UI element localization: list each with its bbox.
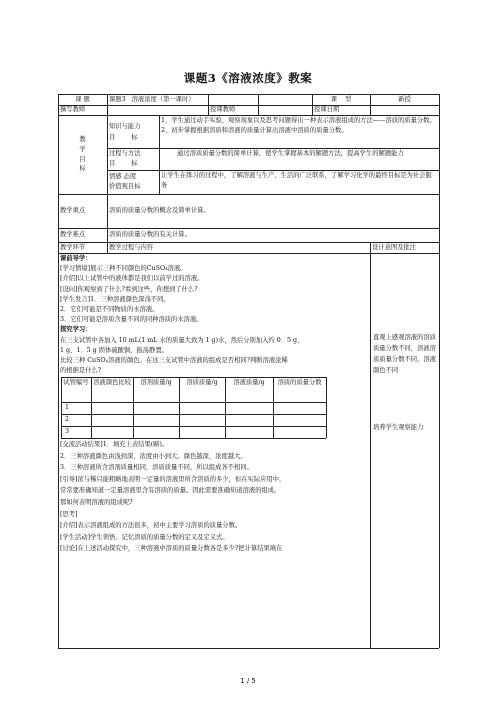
key-points-label: 教学重点 xyxy=(60,207,86,215)
table-cell xyxy=(91,414,133,426)
table-rule xyxy=(225,377,226,438)
table-cell: 3 xyxy=(65,428,70,435)
intent-note-2: 培养学生观察能力 xyxy=(373,424,424,431)
experiment-table xyxy=(61,377,326,438)
table-cell xyxy=(179,426,225,438)
table-cell xyxy=(273,402,326,414)
table-cell xyxy=(225,414,273,426)
table-rule xyxy=(179,377,180,438)
table-header-cell: 溶液颜色比较 xyxy=(93,379,131,386)
type-label: 课 型 xyxy=(330,95,352,103)
table-cell xyxy=(133,426,179,438)
content-line: [学生发言]1．三种溶液颜色深浅不同。 xyxy=(60,295,170,303)
content-line: [交流活动结果]1．填充上表结果(略)。 xyxy=(60,441,169,448)
table-header-cell: 溶质的质量分数 xyxy=(277,379,322,386)
table-cell xyxy=(179,402,225,414)
table-rule xyxy=(326,377,327,438)
type-value: 新授 xyxy=(398,95,411,103)
table-cell xyxy=(225,426,273,438)
table-rule xyxy=(61,377,62,438)
table-header-cell: 溶剂质量/g xyxy=(140,379,172,386)
intent-header: 设计意图及批注 xyxy=(372,243,417,251)
emotion-goal-label: 情感 态度 价值观目标 xyxy=(109,173,141,190)
content-line: 探究学习： xyxy=(60,326,92,334)
content-line: 在三支试管中各加入 10 mL(1 mL 水的质量大致为 1 g)水，然后分别加入约 0．5 g、 xyxy=(60,336,304,344)
date-label: 授课日期 xyxy=(314,106,340,114)
knowledge-goal-text: 1、学生通过动手实验、观察现象以及思考问题得出一种表示溶液组成的方法——溶质的质量分数。 2、初步掌握根据溶质和溶液的质量计算出溶液中溶质的质量分数。 xyxy=(161,117,436,134)
content-line: 3．它们可能是溶质含量不同的同种溶质的水溶液。 xyxy=(60,316,203,324)
topic-label: 课 题 xyxy=(75,95,90,103)
content-line: [介绍]表示溶液组成的方法很多，初中主要学习溶质的质量分数。 xyxy=(60,522,242,530)
content-line: [学生活动]学生领悟、记忆溶质的质量分数的定义及定义式。 xyxy=(60,533,229,541)
table-rule xyxy=(273,377,274,438)
page-number: 1 / 5 xyxy=(240,677,256,685)
content-line: 2．它们可能是不同物质的水溶液。 xyxy=(60,306,159,313)
process-goal-label: 过程与方法 目 标 xyxy=(109,150,141,167)
content-line: 1 g、1．5 g 固体硫酸铜，振荡静置。 xyxy=(60,346,168,354)
goals-label: 教 学 目 标 xyxy=(79,136,86,173)
emotion-goal-text: 让学生在练习的过程中，了解溶液与生产、生活的广泛联系，了解学习化学的最终目标是为社会服务 xyxy=(161,172,432,189)
table-header-cell: 试管编号 xyxy=(63,379,89,386)
table-cell: 1 xyxy=(65,404,70,411)
content-line: [介绍]以上试管中的液体都是我们以前学过的溶液。 xyxy=(60,275,204,283)
table-cell xyxy=(179,414,225,426)
content-line: 那如何表明溶液的组成呢? xyxy=(60,499,133,506)
content-line: [引导]浓与稀只能粗略地表明一定量的溶液里所含溶质的多少，但在实际应用中， xyxy=(60,475,286,483)
content-line: [讨论]在上述活动探究中，三种溶液中溶质的质量分数各是多少?把计算结果填在 xyxy=(60,545,283,553)
content-line: 3．三种溶液所含溶剂质量相同，溶质质量不同，所以组成各不相同。 xyxy=(60,464,253,472)
content-header: 教学过程与内容 xyxy=(109,243,154,251)
lesson-plan-table xyxy=(58,94,439,648)
table-cell xyxy=(273,414,326,426)
knowledge-goal-label: 知识与能力 目 标 xyxy=(109,122,141,141)
teacher-label: 授课教师 xyxy=(210,106,236,114)
table-rule xyxy=(91,377,92,438)
table-rule xyxy=(133,377,134,438)
content-line: 课前导学： xyxy=(60,255,92,262)
difficulties-label: 教学难点 xyxy=(60,231,86,239)
table-cell: 2 xyxy=(65,416,70,423)
content-line: [学习情境]展示三种不同颜色的CuSO₄溶液。 xyxy=(60,265,187,273)
content-line: 的根据是什么? xyxy=(60,367,102,375)
table-cell xyxy=(273,426,326,438)
difficulties-text: 溶质的质量分数的有关计算。 xyxy=(109,231,191,239)
content-line: [思考] xyxy=(60,510,78,518)
table-header-cell: 溶液质量/g xyxy=(233,379,265,386)
writer-label: 撰写教师 xyxy=(60,106,86,114)
table-cell xyxy=(133,414,179,426)
content-line: [设问]你观察到了什么?看到这些，你想到了什么? xyxy=(60,285,198,293)
process-goal-text: 通过溶质质量分数的简单计算，使学生掌握基本的解题方法，提高学生的解题能力 xyxy=(161,150,404,157)
table-cell xyxy=(133,402,179,414)
content-line: 比较三种 CuSO₄溶液的颜色。在这三支试管中溶液的组成是否相同?判断溶液浓稀 xyxy=(60,357,288,364)
stage-header: 教学环节 xyxy=(60,243,86,251)
key-points-text: 溶质的质量分数的概念及简单计算。 xyxy=(109,207,210,215)
table-cell xyxy=(91,402,133,414)
content-line: 2．三种溶液颜色由浅到深，浓度由小到大。颜色越深，浓度越大。 xyxy=(60,452,247,460)
table-rule xyxy=(61,438,326,439)
table-cell xyxy=(225,402,273,414)
document-title: 课题3《溶液浓度》教案 xyxy=(183,71,313,85)
intent-note-1: 直观上感观溶液的溶质质量分数不同，溶液溶质质量分数不同，溶液颜色不同 xyxy=(373,334,436,374)
table-cell xyxy=(91,426,133,438)
topic-value: 课题3 溶液浓度（第一课时） xyxy=(109,95,195,103)
content-line: 常常要准确知道一定量溶液里含有溶质的质量。因此需要准确知道溶液的组成。 xyxy=(60,487,281,495)
table-header-cell: 溶质质量/g xyxy=(186,379,218,386)
